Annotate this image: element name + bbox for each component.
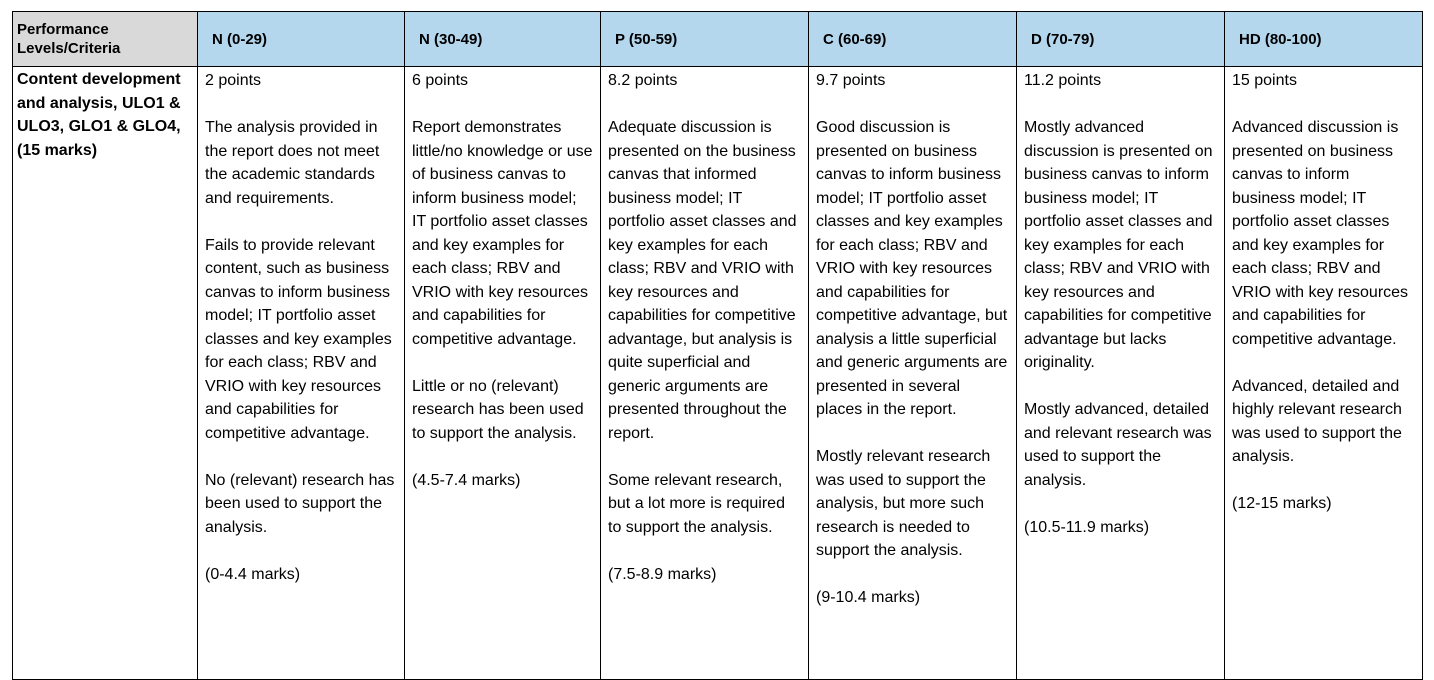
level-cell-d-70-79 <box>1017 67 1225 680</box>
level-header: P (50-59) <box>601 12 809 67</box>
level-description: Advanced, detailed and highly relevant research was used to support the analysis. <box>1232 377 1402 465</box>
level-header: D (70-79) <box>1017 12 1225 67</box>
level-description: Adequate discussion is presented on the business canvas that informed business model; IT portfolio asset classes and key examples for each class; RBV and VRIO with key resources and capabilities for competitive advantage, but analysis is quite superficial and generic arguments are presented throughout the report. <box>608 119 797 442</box>
criteria-label: Content development and analysis, ULO1 & ULO3, GLO1 & GLO4, (15 marks) <box>13 67 198 680</box>
level-description: Mostly relevant research was used to support the analysis, but more such research is needed to support the analysis. <box>816 448 991 559</box>
level-cell-p-50-59 <box>601 67 809 680</box>
level-marks: (10.5-11.9 marks) <box>1024 518 1150 536</box>
level-header: C (60-69) <box>809 12 1017 67</box>
level-marks: (12-15 marks) <box>1232 495 1332 512</box>
criteria-row <box>13 67 1423 680</box>
level-marks: (4.5-7.4 marks) <box>412 471 521 489</box>
level-marks: (7.5-8.9 marks) <box>608 565 717 583</box>
level-header: HD (80-100) <box>1225 12 1423 67</box>
header-row <box>13 12 1423 67</box>
level-points: 9.7 points <box>816 72 886 89</box>
level-description: Good discussion is presented on business canvas to inform business model; IT portfolio asset classes and key examples for each class; RBV and VRIO with key resources and capabilities for competitive advantage, but analysis a little superficial and generic arguments are presented in several places in the report. <box>816 119 1008 418</box>
level-points: 2 points <box>205 72 262 89</box>
level-description: Mostly advanced discussion is presented on business canvas to inform business model; IT portfolio asset classes and key examples for each class; RBV and VRIO with key resources and capabilities for competitive advantage but lacks originality. <box>1024 119 1213 371</box>
level-header: N (30-49) <box>405 12 601 67</box>
level-cell-n-30-49 <box>405 67 601 680</box>
level-cell-n-0-29 <box>198 67 405 680</box>
level-description: Some relevant research, but a lot more is required to support the analysis. <box>608 471 785 536</box>
level-points: 8.2 points <box>608 72 678 89</box>
level-points: 6 points <box>412 72 469 89</box>
corner-header: Performance Levels/Criteria <box>13 12 198 67</box>
rubric-table <box>12 11 1423 680</box>
level-description: Little or no (relevant) research has been used to support the analysis. <box>412 377 584 442</box>
level-description: The analysis provided in the report does not meet the academic standards and requirements. <box>205 119 380 207</box>
level-header: N (0-29) <box>198 12 405 67</box>
level-description: Fails to provide relevant content, such as business canvas to inform business model; IT portfolio asset classes and key examples for each class; RBV and VRIO with key resources and capabilities for competitive advantage. <box>205 236 392 442</box>
level-cell-hd-80-100 <box>1225 67 1423 680</box>
level-marks: (0-4.4 marks) <box>205 565 301 583</box>
level-points: 15 points <box>1232 72 1297 89</box>
level-marks: (9-10.4 marks) <box>816 589 921 606</box>
level-description: Advanced discussion is presented on business canvas to inform business model; IT portfolio asset classes and key examples for each class; RBV and VRIO with key resources and capabilities for competitive advantage. <box>1232 119 1409 348</box>
level-cell-c-60-69 <box>809 67 1017 680</box>
level-description: Mostly advanced, detailed and relevant research was used to support the analysis. <box>1024 401 1212 489</box>
level-description: Report demonstrates little/no knowledge or use of business canvas to inform business model; IT portfolio asset classes and key examples for each class; RBV and VRIO with key resources and capabilities for competitive advantage. <box>412 119 593 348</box>
level-points: 11.2 points <box>1024 72 1102 89</box>
level-description: No (relevant) research has been used to support the analysis. <box>205 471 395 536</box>
